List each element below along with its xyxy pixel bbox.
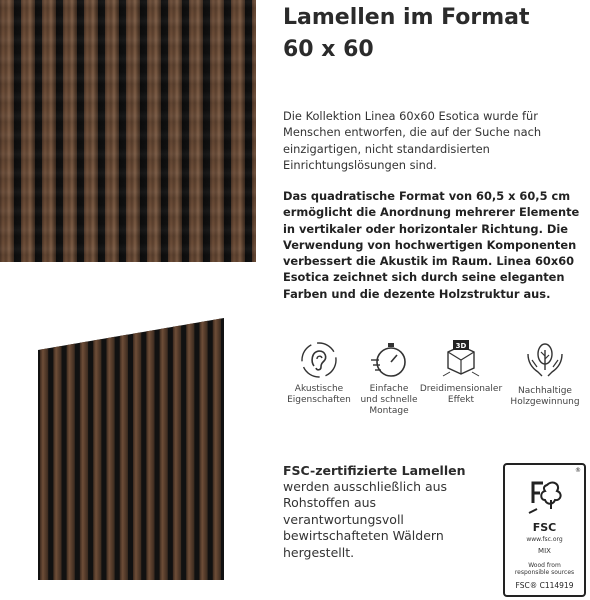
panel-slat xyxy=(53,346,61,580)
details-paragraph: Das quadratische Format von 60,5 x 60,5 cm ermöglicht die Anordnung mehrerer Elemente in vertikaler oder horizontaler Richtung. Die Verwendung von hochwertigen Komponenten verbessert die Akustik im Raum. Linea 60x60 Esotica zeichnet sich durch seine eleganten Farben und die dezente Holzstruktur aus. xyxy=(283,189,580,301)
tree-hands-icon xyxy=(524,340,566,382)
fsc-registered-mark: ® xyxy=(575,467,581,474)
panel-slat xyxy=(199,321,207,580)
product-image-front xyxy=(0,0,256,262)
cube-3d-icon xyxy=(440,340,482,380)
panel-slat xyxy=(67,344,75,580)
ear-icon xyxy=(299,340,339,380)
cube-3d-badge: 3D xyxy=(455,342,467,350)
features-row xyxy=(277,340,587,440)
feature-3d xyxy=(419,340,503,406)
fsc-mix: MIX xyxy=(538,547,551,555)
fsc-label xyxy=(503,463,586,597)
feature-sustainable-line2: Holzgewinnung xyxy=(510,397,580,407)
fsc-tree-logo-icon xyxy=(523,473,567,517)
panel-slat xyxy=(173,325,181,580)
stopwatch-icon xyxy=(369,340,409,380)
fsc-name: FSC xyxy=(532,521,557,534)
panel-slat xyxy=(106,337,114,580)
panel-slat xyxy=(93,339,101,580)
feature-mounting-line3: Montage xyxy=(369,406,409,416)
feature-acoustic-line2: Eigenschaften xyxy=(287,395,351,405)
panel-slat xyxy=(186,323,194,580)
fsc-source xyxy=(507,562,582,576)
panel-slat xyxy=(80,341,88,580)
feature-mounting-line2: und schnelle xyxy=(360,395,418,405)
title-line-2: 60 x 60 xyxy=(283,37,374,62)
fsc-source-line2: responsible sources xyxy=(514,569,575,576)
panel-slat xyxy=(160,328,168,580)
feature-sustainable xyxy=(503,340,587,408)
intro-paragraph: Die Kollektion Linea 60x60 Esotica wurde für Menschen entworfen, die auf der Suche nach einzigartigen, nicht standardisierten Einrichtungslösungen sind. xyxy=(283,109,542,172)
panel-slat xyxy=(40,348,48,580)
product-image-perspective xyxy=(38,318,224,580)
title-line-1: Lamellen im Format xyxy=(283,5,530,30)
panel-slat xyxy=(120,335,128,580)
feature-mounting-line1: Einfache xyxy=(369,384,409,394)
feature-3d-line2: Effekt xyxy=(447,395,475,405)
panel-slat xyxy=(146,330,154,580)
fsc-url: www.fsc.org xyxy=(526,536,563,543)
feature-sustainable-line1: Nachhaltige xyxy=(518,386,572,396)
fsc-title: FSC-zertifizierte Lamellen xyxy=(283,463,466,478)
fsc-code: FSC® C114919 xyxy=(515,581,574,590)
fsc-description: werden ausschließlich aus Rohstoffen aus verantwortungsvoll bewirtschafteten Wäldern hergestellt. xyxy=(283,479,448,560)
page-title xyxy=(283,2,583,66)
panel-slat xyxy=(213,319,221,580)
panel-slat xyxy=(133,332,141,580)
feature-3d-line1: Dreidimensionaler xyxy=(419,384,503,394)
feature-acoustic-line1: Akustische xyxy=(294,384,344,394)
fsc-source-line1: Wood from xyxy=(528,562,561,569)
